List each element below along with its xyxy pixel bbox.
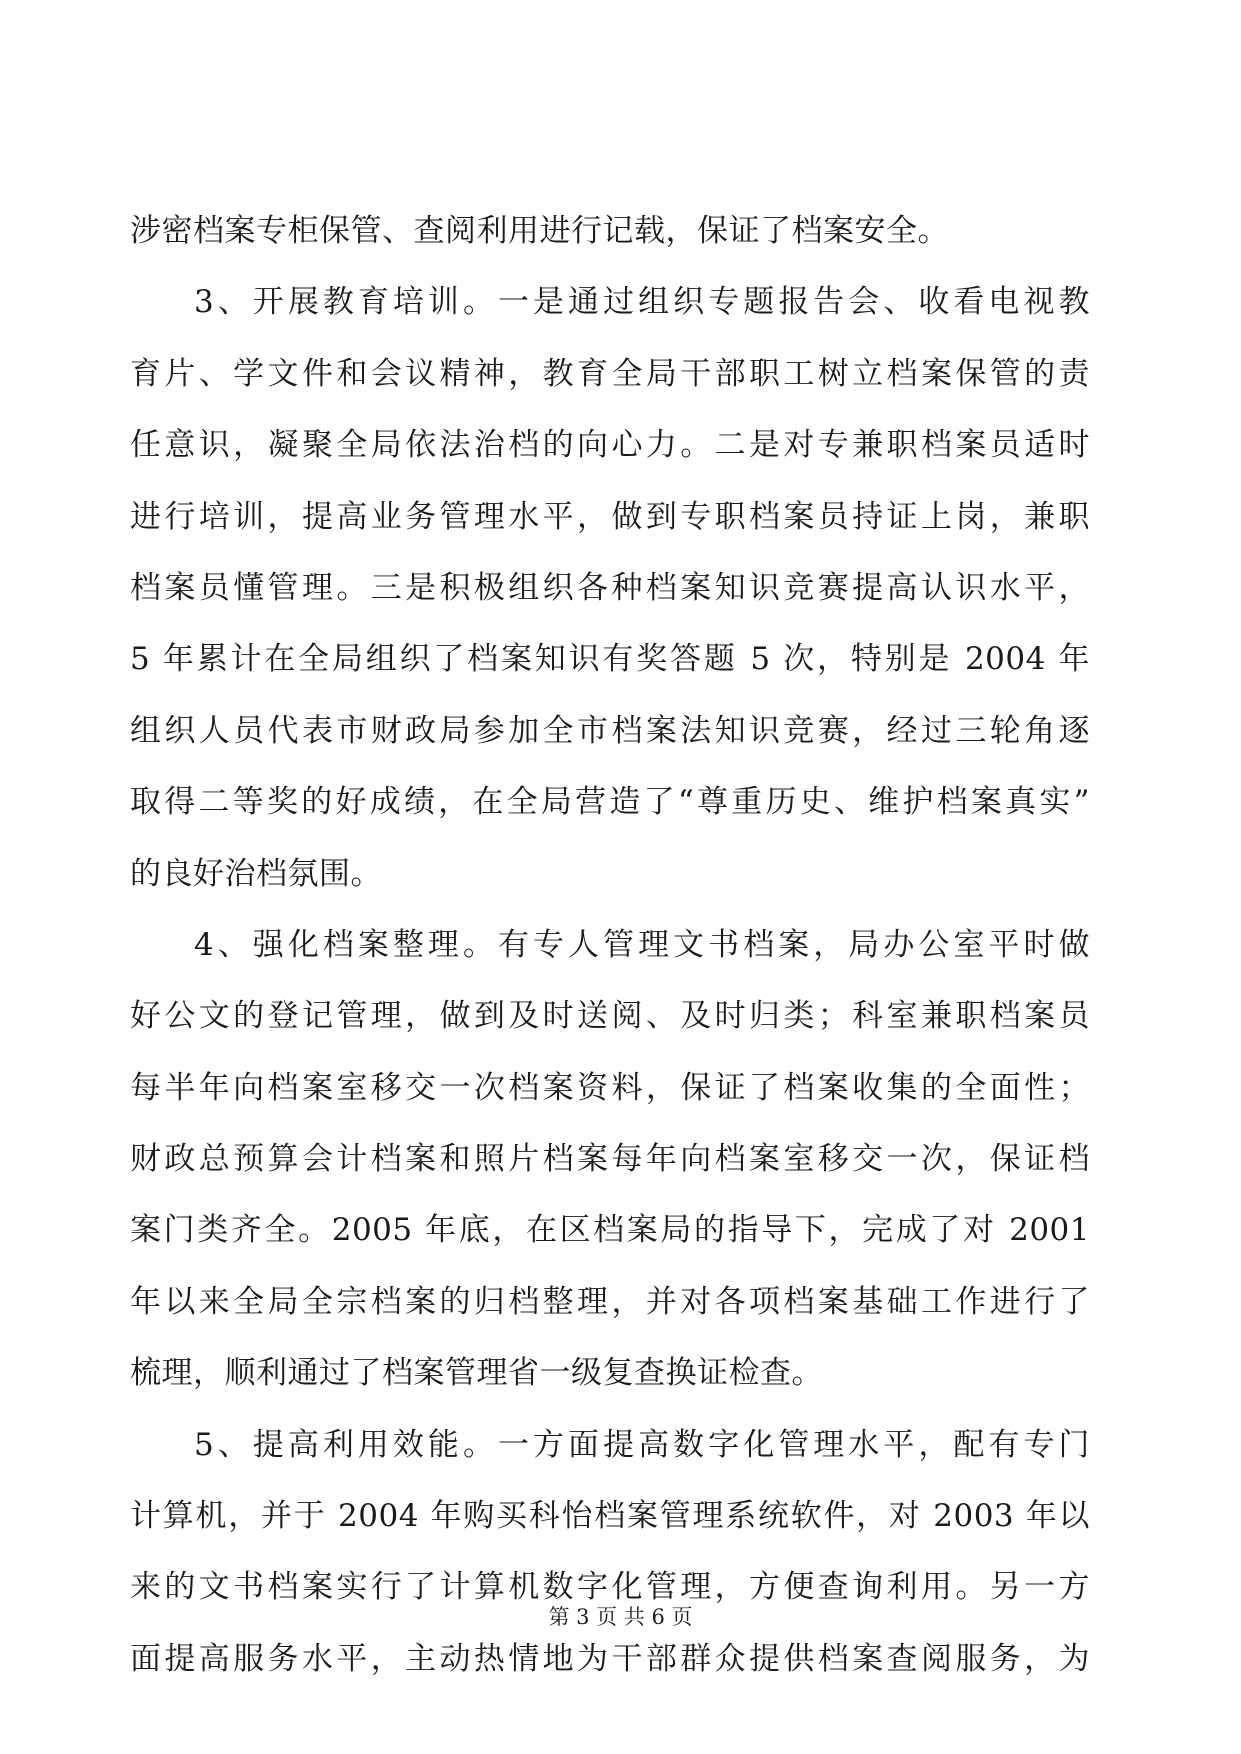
text-line: 年以来全局全宗档案的归档整理，并对各项档案基础工作进行了 (130, 1283, 1090, 1320)
text-line: 任意识，凝聚全局依法治档的向心力。二是对专兼职档案员适时 (130, 427, 1090, 464)
text-line: 每半年向档案室移交一次档案资料，保证了档案收集的全面性； (130, 1069, 1090, 1106)
text-line: 梳理，顺利通过了档案管理省一级复查换证检查。 (130, 1355, 823, 1392)
text-line: 财政总预算会计档案和照片档案每年向档案室移交一次，保证档 (130, 1141, 1090, 1178)
text-line: 面提高服务水平，主动热情地为干部群众提供档案查阅服务，为 (130, 1640, 1090, 1677)
body-text (130, 196, 1090, 1695)
text-line: 5、提高利用效能。一方面提高数字化管理水平，配有专门 (194, 1426, 1090, 1463)
text-line: 进行培训，提高业务管理水平，做到专职档案员持证上岗，兼职 (130, 498, 1090, 535)
text-line: 涉密档案专柜保管、查阅利用进行记载，保证了档案安全。 (130, 213, 949, 249)
text-line: 4、强化档案整理。有专人管理文书档案，局办公室平时做 (194, 926, 1090, 963)
text-line: 好公文的登记管理，做到及时送阅、及时归类；科室兼职档案员 (130, 998, 1090, 1035)
page-footer: 第 3 页 共 6 页 (548, 1605, 693, 1629)
text-line: 档案员懂管理。三是积极组织各种档案知识竞赛提高认识水平， (130, 569, 1090, 606)
text-line: 计算机，并于 2004 年购买科怡档案管理系统软件，对 2003 年以 (130, 1498, 1090, 1535)
text-line: 组织人员代表市财政局参加全市档案法知识竞赛，经过三轮角逐 (130, 712, 1090, 749)
text-line: 来的文书档案实行了计算机数字化管理，方便查询利用。另一方 (130, 1569, 1090, 1606)
text-line: 育片、学文件和会议精神，教育全局干部职工树立档案保管的责 (130, 355, 1090, 392)
text-line: 案门类齐全。2005 年底，在区档案局的指导下，完成了对 2001 (130, 1212, 1090, 1249)
text-line: 3、开展教育培训。一是通过组织专题报告会、收看电视教 (194, 284, 1090, 321)
text-line: 5 年累计在全局组织了档案知识有奖答题 5 次，特别是 2004 年 (130, 641, 1090, 678)
text-line: 的良好治档氛围。 (130, 855, 382, 892)
text-line: 取得二等奖的好成绩，在全局营造了“尊重历史、维护档案真实” (130, 784, 1090, 821)
